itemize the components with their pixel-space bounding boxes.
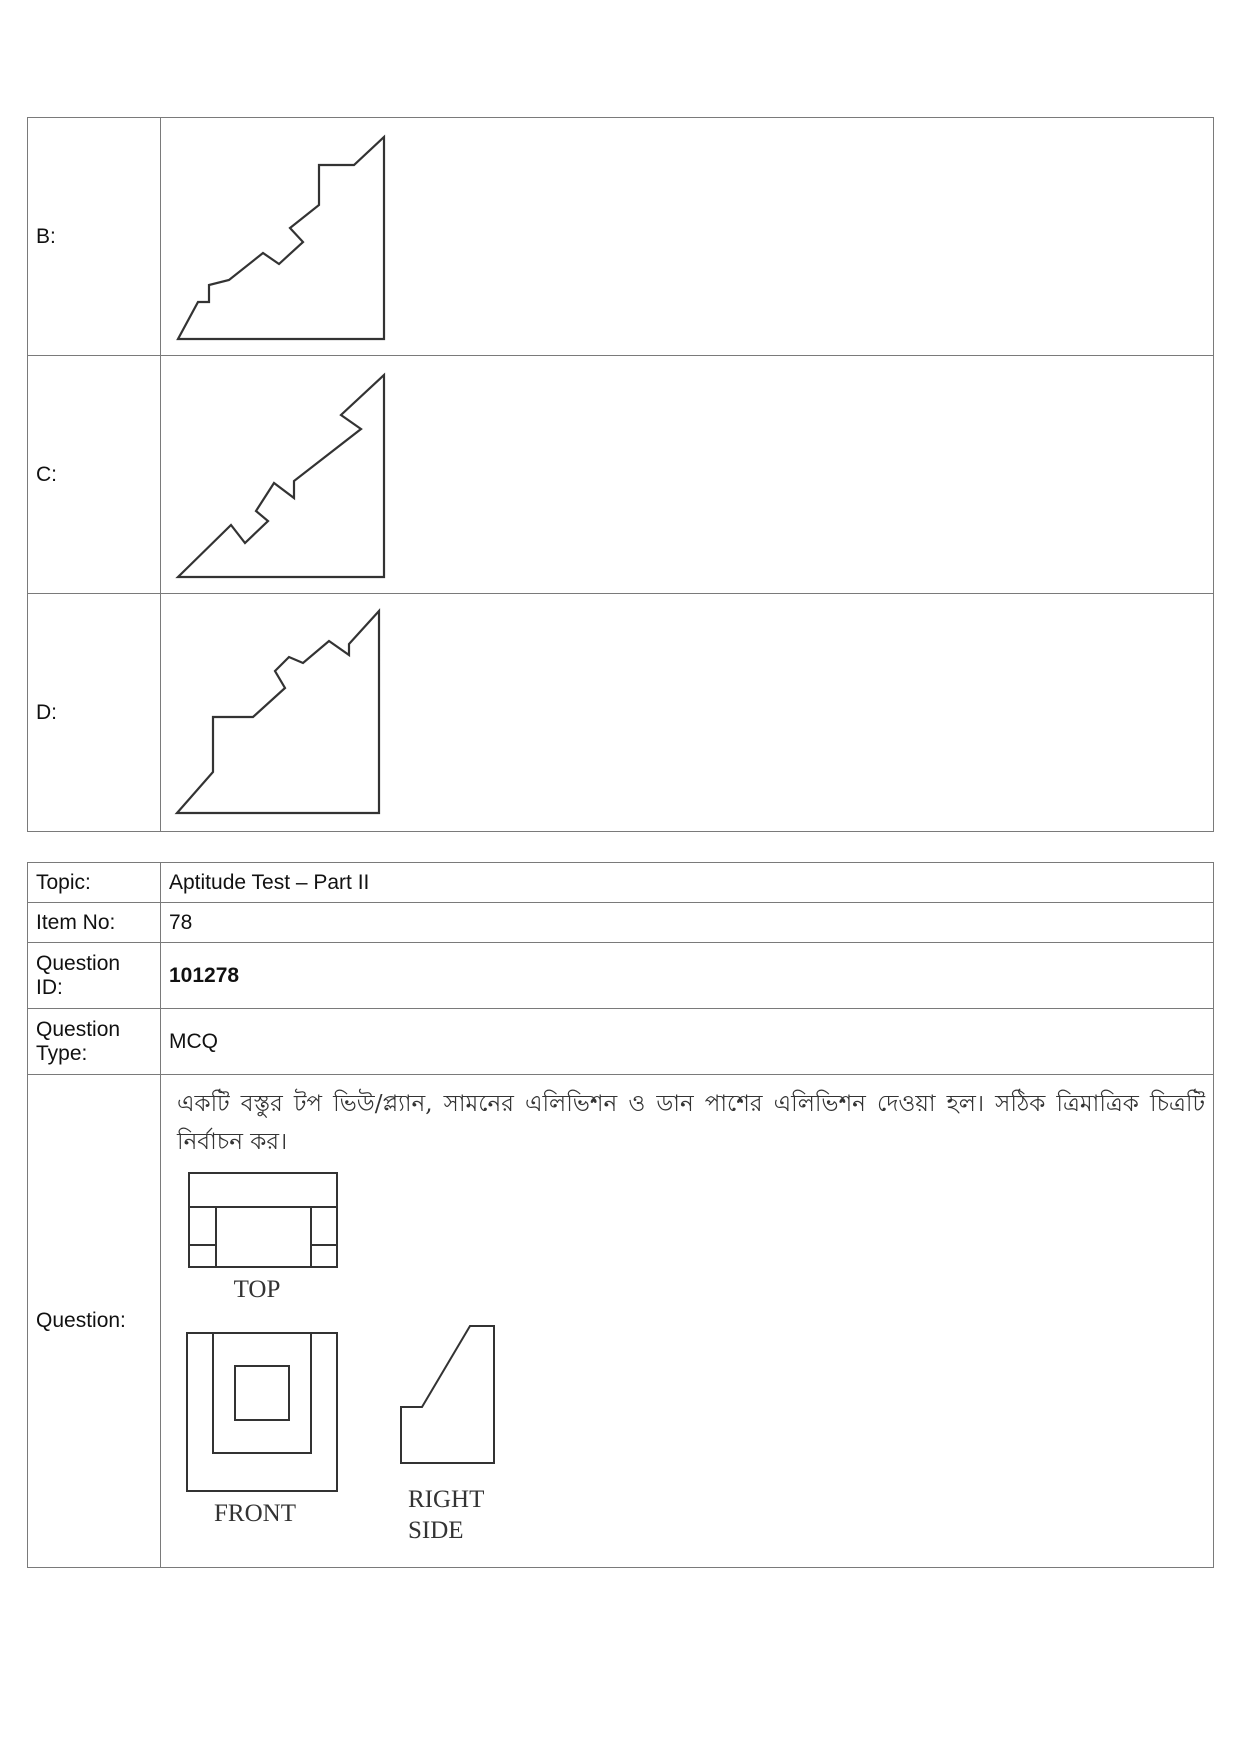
question-type-value: MCQ	[161, 1009, 1214, 1075]
option-row-c	[28, 356, 1214, 594]
option-c-drawing	[161, 357, 561, 593]
question-type-label: Question Type:	[28, 1009, 161, 1075]
option-b-drawing	[161, 119, 561, 355]
topic-value: Aptitude Test – Part II	[161, 863, 1214, 903]
option-figure-b	[161, 118, 1214, 356]
question-label: Question:	[28, 1075, 161, 1568]
option-label-c: C:	[28, 356, 161, 594]
front-view-label: FRONT	[214, 1500, 296, 1527]
question-row	[28, 1075, 1214, 1568]
option-label-b: B:	[28, 118, 161, 356]
item-no-value: 78	[161, 903, 1214, 943]
front-view	[187, 1333, 337, 1491]
top-view-outline	[189, 1173, 337, 1267]
top-view	[189, 1173, 337, 1267]
question-id-value: 101278	[161, 943, 1214, 1009]
option-d-shape	[177, 611, 379, 813]
top-view-label: TOP	[233, 1276, 281, 1303]
question-type-row	[28, 1009, 1214, 1075]
option-row-d	[28, 594, 1214, 832]
question-id-label: Question ID:	[28, 943, 161, 1009]
options-table	[27, 117, 1214, 832]
front-view-square	[235, 1366, 289, 1420]
right-side-label-line2: SIDE	[408, 1517, 464, 1544]
option-label-d: D:	[28, 594, 161, 832]
option-figure-c	[161, 356, 1214, 594]
question-meta-table	[27, 862, 1214, 1568]
right-side-view-outline	[401, 1326, 494, 1463]
right-side-view	[401, 1326, 494, 1463]
topic-row	[28, 863, 1214, 903]
question-content	[161, 1075, 1214, 1568]
option-c-shape	[178, 375, 384, 577]
option-d-drawing	[161, 595, 561, 831]
front-view-outline	[187, 1333, 337, 1491]
right-side-label-line1: RIGHT	[408, 1486, 485, 1513]
item-no-row	[28, 903, 1214, 943]
orthographic-views-drawing	[175, 1167, 595, 1559]
topic-label: Topic:	[28, 863, 161, 903]
option-figure-d	[161, 594, 1214, 832]
item-no-label: Item No:	[28, 903, 161, 943]
top-view-inner	[216, 1207, 311, 1267]
orthographic-views	[175, 1167, 1205, 1559]
front-view-inner-u	[213, 1333, 311, 1453]
option-b-shape	[178, 137, 384, 339]
question-id-row	[28, 943, 1214, 1009]
question-text: একটি বস্তুর টপ ভিউ/প্ল্যান, সামনের এলিভিশন ও ডান পাশের এলিভিশন দেওয়া হল। সঠিক ত্রিমাত্রিক চিত্রটি নির্বাচন কর।	[177, 1091, 1205, 1155]
option-row-b	[28, 118, 1214, 356]
